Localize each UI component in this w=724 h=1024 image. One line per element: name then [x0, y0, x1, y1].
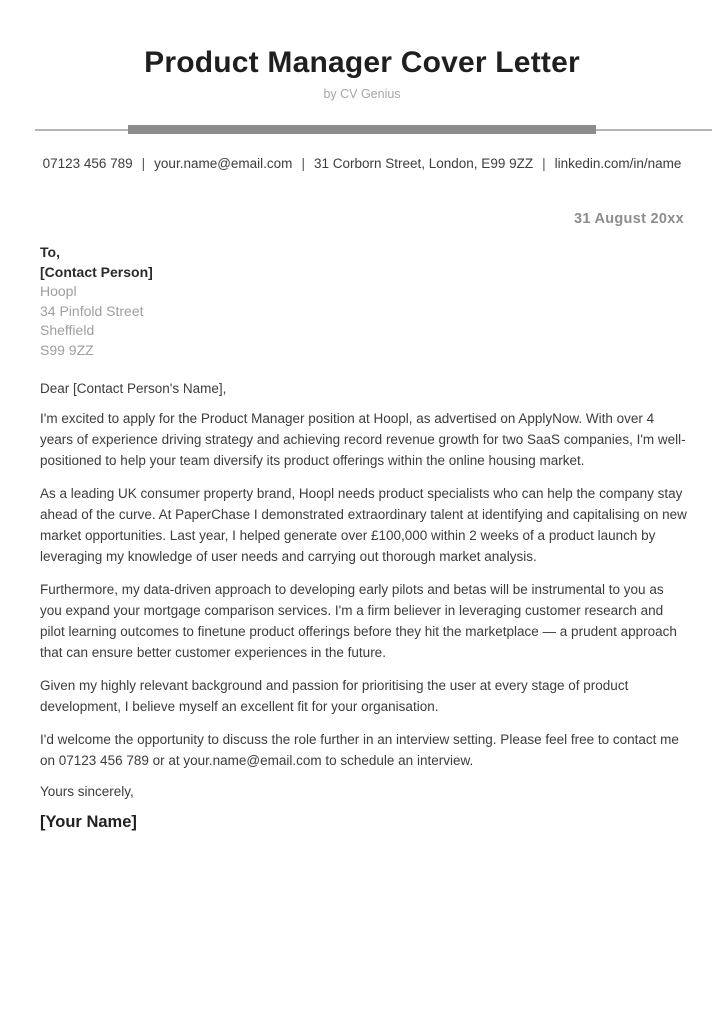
document-header: [0, 0, 724, 101]
recipient-block: [40, 243, 688, 360]
recipient-city: Sheffield: [40, 322, 95, 338]
contact-address: 31 Corborn Street, London, E99 9ZZ: [313, 156, 534, 171]
divider-thick-bar: [128, 125, 596, 134]
contact-email: your.name@email.com: [154, 156, 293, 171]
closing: Yours sincerely,: [40, 784, 134, 799]
body-paragraph: I'm excited to apply for the Product Manager position at Hoopl, as advertised on ApplyNow. With over 4 years of experience driving strategy and achieving record revenue growth for two SaaS companies, I'm well-positioned to help your team diversify its product offerings within the online housing market.: [40, 411, 686, 468]
contact-bar: [0, 156, 724, 171]
contact-separator: |: [141, 156, 146, 171]
contact-linkedin: linkedin.com/in/name: [554, 156, 682, 171]
header-divider: [35, 125, 712, 134]
body-paragraph: Given my highly relevant background and passion for prioritising the user at every stage of product development, I believe myself an excellent fit for your organisation.: [40, 678, 629, 714]
recipient-company: Hoopl: [40, 283, 77, 299]
recipient-to-label: To,: [40, 244, 60, 260]
contact-phone: 07123 456 789: [42, 156, 133, 171]
signature-name: [Your Name]: [40, 813, 137, 831]
letter-date: 31 August 20xx: [573, 211, 684, 227]
page-title: Product Manager Cover Letter: [144, 46, 580, 79]
recipient-postcode: S99 9ZZ: [40, 341, 94, 358]
salutation: Dear [Contact Person's Name],: [40, 381, 227, 396]
contact-separator: |: [301, 156, 305, 171]
contact-separator: |: [542, 156, 546, 171]
letter-body: [0, 243, 724, 832]
body-paragraph: I'd welcome the opportunity to discuss the role further in an interview setting. Please feel free to contact me on 07123 456 789 or at your.name@email.com to schedule an interview.: [40, 732, 679, 768]
recipient-name: [Contact Person]: [40, 263, 153, 280]
body-paragraph: Furthermore, my data-driven approach to developing early pilots and betas will be instrumental to you as you expand your mortgage comparison services. I'm a firm believer in leveraging customer research and pilot learning outcomes to finetune product offerings before they hit the marketplace — a prudent approach that can ensure better customer experiences in the future.: [40, 582, 677, 660]
recipient-street: 34 Pinfold Street: [40, 302, 144, 319]
body-paragraph: As a leading UK consumer property brand, Hoopl needs product specialists who can help the company stay ahead of the curve. At PaperChase I demonstrated extraordinary talent at identifying and capitalising on new market opportunities. Last year, I helped generate over £100,000 within 2 weeks of a product launch by leveraging my knowledge of user needs and carrying out thorough market analysis.: [40, 486, 687, 564]
byline: by CV Genius: [323, 87, 401, 101]
